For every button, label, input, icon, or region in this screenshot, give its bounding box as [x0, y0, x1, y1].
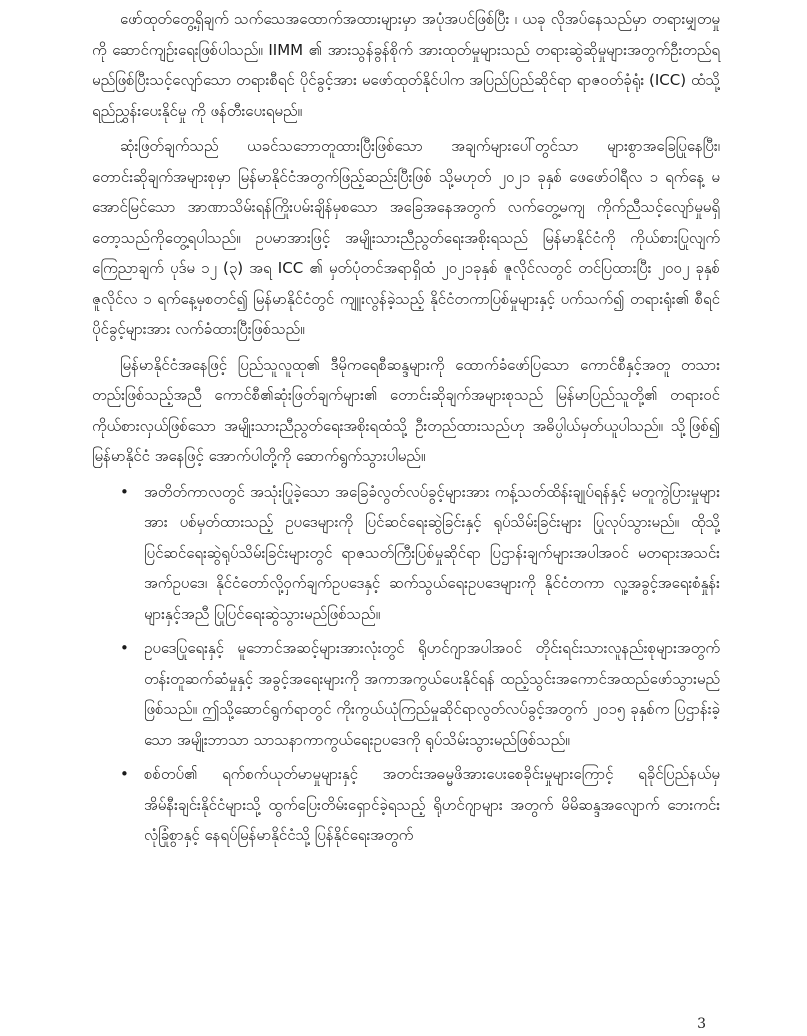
list-item [92, 477, 720, 630]
list-item-text: စစ်တပ်၏ ရက်စက်ယုတ်မာမှုများနှင့် အတင်းအဓမ္မဖိအားပေးစေခိုင်းမှုများကြောင့် ရခိုင်ပြည်နယ်မှ အိမ်နီးချင်းနိုင်ငံများသို့ ထွက်ပြေးတိမ်းရှောင်ခဲ့ရသည့် ရိုဟင်ဂျာများ အတွက် မိမိဆန္ဒအလျောက် ဘေးကင်းလုံခြုံစွာနှင့် နေရပ်မြန်မာနိုင်ငံသို့ ပြန်နိုင်ရေးအတွက် [144, 765, 720, 844]
list-item-text: အတိတ်ကာလတွင် အသုံးပြုခဲ့သော အခြေခံလွတ်လပ်ခွင့်များအား ကန့်သတ်ထိန်းချုပ်ရန်နှင့် မတူကွဲပြားမှုများအား ပစ်မှတ်ထားသည့် ဥပဒေများကို ပြင်ဆင်ရေးဆွဲခြင်းနှင့် ရုပ်သိမ်းခြင်းများ ပြုလုပ်သွားမည်။ ထိုသို့ပြင်ဆင်ရေးဆွဲရုပ်သိမ်းခြင်းများတွင် ရာဇသတ်ကြီးပြစ်မှုဆိုင်ရာ ပြဌာန်းချက်များအပါအဝင် မတရားအသင်းအက်ဥပဒေ၊ နိုင်ငံတော်လို့ဝှက်ချက်ဥပဒေနှင့် ဆက်သွယ်ရေးဥပဒေများကို နိုင်ငံတကာ လူ့အခွင့်အရေးစံနှုန်းများနှင့်အညီ ပြုပြင်ရေးဆွဲသွားမည်ဖြစ်သည်။ [144, 482, 720, 623]
document-body [92, 4, 720, 855]
paragraph-3: မြန်မာနိုင်ငံအနေဖြင့် ပြည်သူလူထု၏ ဒီမိုကရေစီဆန္ဒများကို ထောက်ခံဖော်ပြသော ကောင်စီနှင့်အတူ တသားတည်းဖြစ်သည့်အညီ ကောင်စီ၏ဆုံးဖြတ်ချက်များ၏ တောင်းဆိုချက်အများစုသည် မြန်မာပြည်သူတို့၏ တရားဝင်ကိုယ်စားလှယ်ဖြစ်သော အမျိုးသားညီညွတ်ရေးအစိုးရထံသို့ ဦးတည်ထားသည်ဟု အဓိပ္ပါယ်မှတ်ယူပါသည်။ သို့ဖြစ်၍ မြန်မာနိုင်ငံ အနေဖြင့် အောက်ပါတို့ကို ဆောက်ရွက်သွားပါမည်။ [92, 355, 720, 465]
bullet-icon: • [120, 765, 129, 783]
paragraph-1: ဖော်ထုတ်တွေ့ရှိချက် သက်သေအထောက်အထားများမှာ အပုံအပင်ဖြစ်ပြီး ၊ ယခု လိုအပ်နေသည်မှာ တရားမျှတမှုကို ဆောင်ကျဉ်းရေးဖြစ်ပါသည်။ IIMM ၏ အားသွန်ခွန်စိုက် အားထုတ်မှုများသည် တရားဆွဲဆိုမှုများအတွက်ဦးတည်ရမည်ဖြစ်ပြီးသင့်လျော်သော တရားစီရင် ပိုင်ခွင့်အား မဖော်ထုတ်နိုင်ပါက အပြည်ပြည်ဆိုင်ရာ ရာဇဝတ်ခုံရုံး (ICC) ထံသို့ ရည်ညွှန်းပေးနိုင်မှု ကို ဖန်တီးပေးရမည်။ [92, 10, 720, 120]
page-number: 3 [697, 1016, 706, 1032]
list-item [92, 633, 720, 755]
paragraph-2: ဆုံးဖြတ်ချက်သည် ယခင်သဘောတူထားပြီးဖြစ်သော အချက်များပေါ်တွင်သာ များစွာအခြေပြုနေပြီး၊ တောင်းဆိုချက်အများစုမှာ မြန်မာနိုင်ငံအတွက်ဖြည့်ဆည်းပြီးဖြစ် သို့မဟုတ် ၂၀၂၁ ခုနှစ် ဖေဖော်ဝါရီလ ၁ ရက်နေ့ မအောင်မြင်သော အာဏာသိမ်းရန်ကြိုးပမ်းချိန်မှစသော အခြေအနေအတွက် လက်တွေ့မကျ ကိုက်ညီသင့်လျော်မှုမရှိတော့သည်ကိုတွေ့ရပါသည်။ ဥပမာအားဖြင့် အမျိုးသားညီညွတ်ရေးအစိုးရသည် မြန်မာနိုင်ငံကို ကိုယ်စားပြုလျက် ကြေညာချက် ပုဒ်မ ၁၂ (၃) အရ ICC ၏ မှတ်ပုံတင်အရာရှိထံ ၂၀၂၁ခုနှစ် ဇူလိုင်လတွင် တင်ပြထားပြီး ၂၀၀၂ ခုနှစ် ဇူလိုင်လ ၁ ရက်နေ့မှစတင်၍ မြန်မာနိုင်ငံတွင် ကျူးလွန်ခဲ့သည့် နိုင်ငံတကာပြစ်မှုများနှင့် ပက်သက်၍ တရားရုံး၏ စီရင်ပိုင်ခွင့်များအား လက်ခံထားပြီးဖြစ်သည်။ [92, 137, 720, 338]
list-item-text: ဥပဒေပြုရေးနှင့် မူဘောင်အဆင့်များအားလုံးတွင် ရိုဟင်ဂျာအပါအဝင် တိုင်းရင်းသားလူနည်းစုများအတွက် တန်းတူဆက်ဆံမှုနှင့် အခွင့်အရေးများကို အကာအကွယ်ပေးနိုင်ရန် ထည့်သွင်းအကောင်အထည်ဖော်သွားမည်ဖြစ်သည်။ ဤသို့ဆောင်ရွက်ရာတွင် ကိုးကွယ်ယုံကြည်မှုဆိုင်ရာလွတ်လပ်ခွင့်အတွက် ၂၀၁၅ ခုနှစ်က ပြဌာန်းခဲ့သော အမျိုးဘာသာ သာသနာကာကွယ်ရေးဥပဒေကို ရုပ်သိမ်းသွားမည်ဖြစ်သည်။ [144, 639, 720, 749]
bullet-icon: • [120, 482, 129, 501]
bullet-list [92, 477, 720, 851]
list-item [92, 759, 720, 851]
bullet-icon: • [120, 639, 129, 657]
